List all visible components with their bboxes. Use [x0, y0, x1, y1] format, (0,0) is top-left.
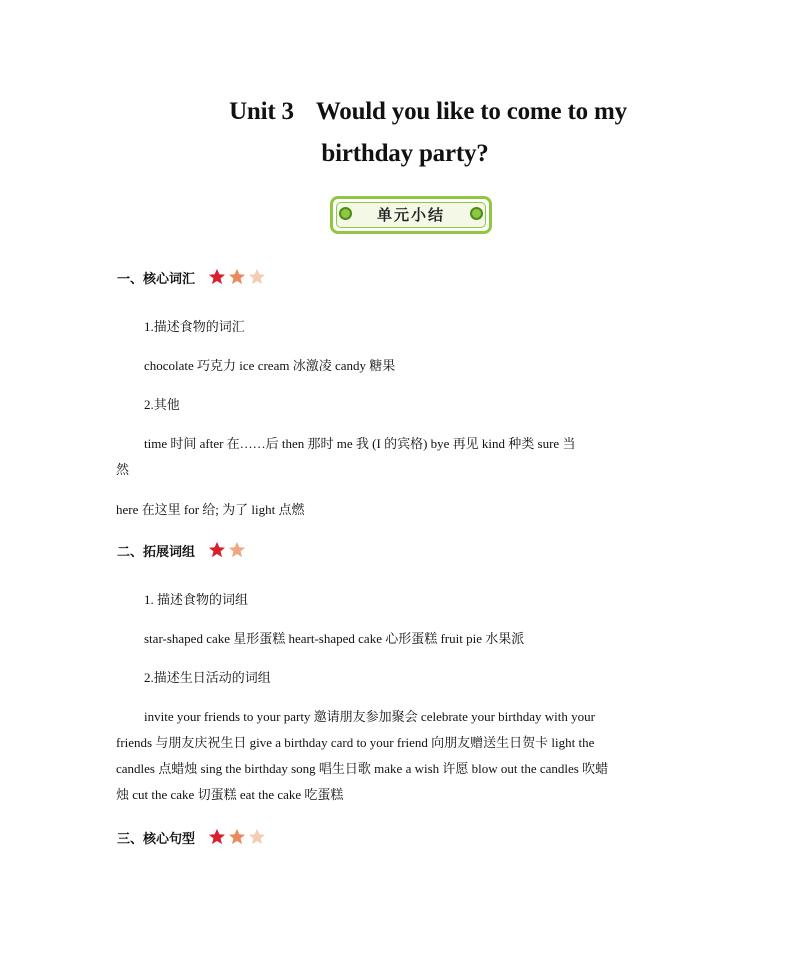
- star-icon: [208, 828, 226, 845]
- vocab-line: time 时间 after 在……后 then 那时 me 我 (I 的宾格) bye 再见 kind 种类 sure 当: [144, 436, 576, 451]
- rating-stars: [208, 268, 268, 289]
- subheading-food-phrases: 1. 描述食物的词组: [144, 592, 249, 607]
- star-icon: [228, 828, 246, 845]
- star-icon: [208, 268, 226, 285]
- unit-summary-badge: [330, 196, 492, 234]
- half-star-icon: [248, 828, 266, 845]
- vocab-line: chocolate 巧克力 ice cream 冰激凌 candy 糖果: [144, 358, 396, 373]
- section-heading-text: 二、拓展词组: [117, 545, 196, 560]
- phrase-line: 烛 cut the cake 切蛋糕 eat the cake 吃蛋糕: [116, 787, 344, 802]
- phrase-line: star-shaped cake 星形蛋糕 heart-shaped cake 心形蛋糕 fruit pie 水果派: [144, 631, 525, 646]
- half-star-icon: [228, 541, 246, 558]
- half-star-icon: [248, 268, 266, 285]
- badge-label: 单元小结: [376, 206, 445, 224]
- rating-stars: [208, 541, 248, 562]
- star-icon: [208, 541, 226, 558]
- page-title-line2: birthday party?: [321, 140, 489, 167]
- subheading-birthday-phrases: 2.描述生日活动的词组: [144, 670, 271, 685]
- phrase-line: friends 与朋友庆祝生日 give a birthday card to your friend 向朋友赠送生日贺卡 light the: [116, 735, 595, 750]
- section-heading-core-sentences: [117, 828, 268, 849]
- title-text-1: Would you like to come to my: [315, 98, 627, 125]
- section-heading-extended-phrases: [117, 541, 248, 562]
- star-icon: [228, 268, 246, 285]
- page-title-line1: [31, 98, 794, 126]
- phrase-line: invite your friends to your party 邀请朋友参加聚会 celebrate your birthday with your: [144, 709, 595, 724]
- subheading-others: 2.其他: [144, 397, 180, 412]
- section-heading-core-vocabulary: [117, 268, 268, 289]
- vocab-line-wrap: 然: [116, 462, 130, 477]
- section-heading-text: 一、核心词汇: [117, 272, 196, 287]
- unit-label: Unit 3: [229, 98, 294, 125]
- vocab-line: here 在这里 for 给; 为了 light 点燃: [116, 502, 305, 517]
- phrase-line: candles 点蜡烛 sing the birthday song 唱生日歌 make a wish 许愿 blow out the candles 吹蜡: [116, 761, 609, 776]
- rating-stars: [208, 828, 268, 849]
- section-heading-text: 三、核心句型: [117, 832, 196, 847]
- subheading-food-words: 1.描述食物的词汇: [144, 319, 245, 334]
